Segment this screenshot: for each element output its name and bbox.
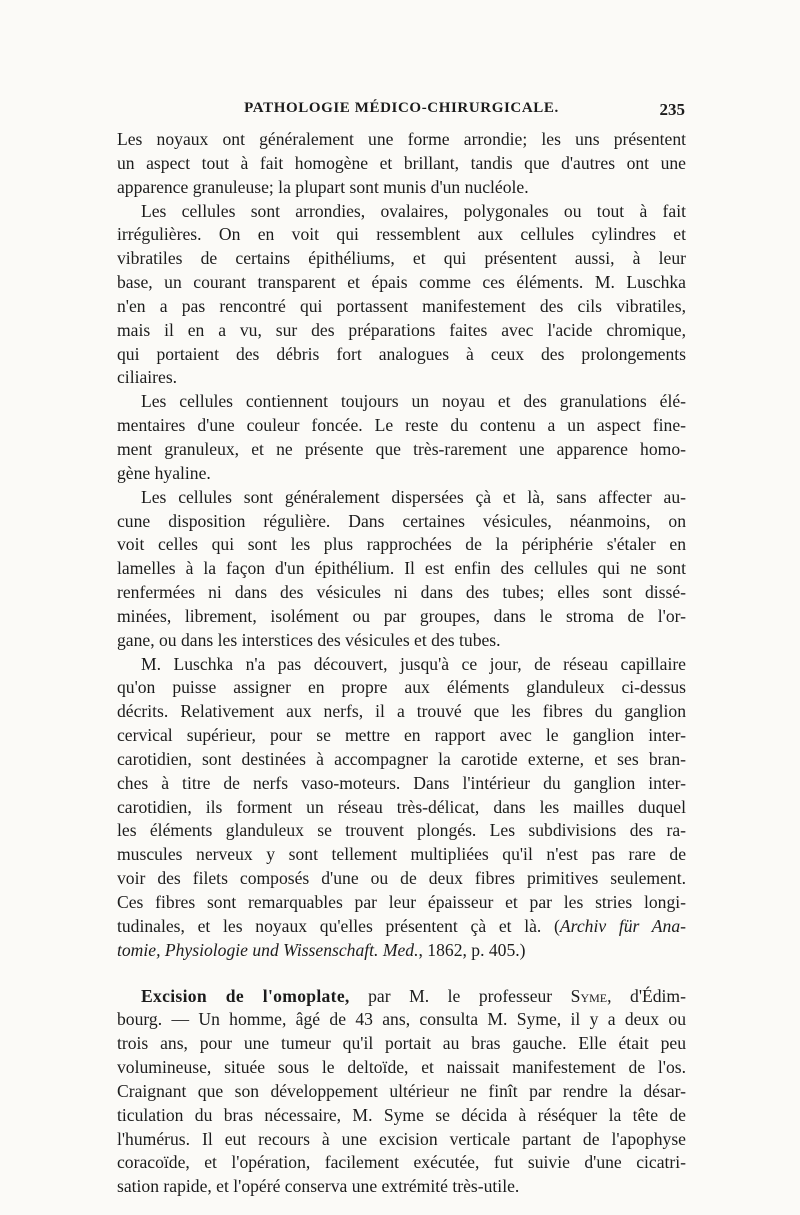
text-line: apparence granuleuse; la plupart sont munis d'un nucléole. bbox=[117, 176, 529, 197]
text-line: voit celles qui sont les plus rapprochées de la périphérie s'étaler en bbox=[117, 534, 686, 555]
citation-journal-cont: tomie, Physiologie und Wissenschaft. Med. bbox=[117, 939, 419, 960]
text-line: carotidien, sont destinées à accompagner la carotide externe, et ses bran- bbox=[117, 748, 686, 769]
text-line: cune disposition régulière. Dans certaines vésicules, néanmoins, on bbox=[117, 510, 686, 531]
citation-ref: , 1862, p. 405.) bbox=[418, 939, 526, 960]
text-line: lamelles à la façon d'un épithélium. Il est enfin des cellules qui ne sont bbox=[117, 558, 686, 579]
running-head-title: PATHOLOGIE MÉDICO-CHIRURGICALE. bbox=[244, 100, 559, 116]
text-line: mais il en a vu, sur des préparations faites avec l'acide chromique, bbox=[117, 319, 686, 340]
section-heading: Excision de l'omoplate, bbox=[141, 985, 350, 1006]
text-line: n'en a pas rencontré qui portassent manifestement des cils vibratiles, bbox=[117, 295, 686, 316]
text-line: base, un courant transparent et épais comme ces éléments. M. Luschka bbox=[117, 272, 686, 293]
text-line: ticulation du bras nécessaire, M. Syme se décida à réséquer la tête de bbox=[117, 1104, 686, 1125]
text-line: ches à titre de nerfs vaso-moteurs. Dans l'intérieur du ganglion inter- bbox=[117, 772, 686, 793]
text-line: l'humérus. Il eut recours à une excision verticale partant de l'apophyse bbox=[117, 1128, 686, 1149]
text-line: muscules nerveux y sont tellement multipliées qu'il n'est pas rare de bbox=[117, 844, 686, 865]
section-gap bbox=[117, 963, 686, 985]
text-line: Craignant que son développement ultérieur ne finît par rendre la désar- bbox=[117, 1080, 686, 1101]
text-line: minées, librement, isolément ou par groupes, dans le stroma de l'or- bbox=[117, 605, 686, 626]
author-name: Syme bbox=[570, 985, 608, 1006]
body-text bbox=[117, 128, 686, 1199]
text-line: volumineuse, située sous le deltoïde, et naissait manifestement de l'os. bbox=[117, 1057, 686, 1078]
text-line: trois ans, pour une tumeur qu'il portait au bras gauche. Elle était peu bbox=[117, 1033, 686, 1054]
text-line: Les cellules sont arrondies, ovalaires, polygonales ou tout à fait bbox=[141, 200, 686, 221]
text-line: qui portaient des débris fort analogues à ceux des prolongements bbox=[117, 343, 686, 364]
text-line: gène hyaline. bbox=[117, 462, 211, 483]
section-heading-line bbox=[117, 985, 686, 1009]
text-line: Les cellules sont généralement dispersées çà et là, sans affecter au- bbox=[141, 486, 686, 507]
text-line: sation rapide, et l'opéré conserva une extrémité très-utile. bbox=[117, 1176, 520, 1197]
text-line: Les cellules contiennent toujours un noyau et des granulations élé- bbox=[141, 391, 686, 412]
text-line: M. Luschka n'a pas découvert, jusqu'à ce jour, de réseau capillaire bbox=[141, 653, 686, 674]
text-line: cervical supérieur, pour se mettre en rapport avec le ganglion inter- bbox=[117, 725, 686, 746]
text-line: irrégulières. On en voit qui ressemblent aux cellules cylindres et bbox=[117, 224, 686, 245]
text-line: Ces fibres sont remarquables par leur épaisseur et par les stries longi- bbox=[117, 892, 686, 912]
text-line: ciliaires. bbox=[117, 367, 178, 388]
page-number: 235 bbox=[659, 100, 685, 119]
text-line: renfermées ni dans des vésicules ni dans des tubes; elles sont dissé- bbox=[117, 582, 686, 603]
text-line: mentaires d'une couleur foncée. Le reste du contenu a un aspect fine- bbox=[117, 415, 686, 436]
text-line: les éléments glanduleux se trouvent plongés. Les subdivisions des ra- bbox=[117, 820, 686, 841]
text-line: Les noyaux ont généralement une forme arrondie; les uns présentent bbox=[117, 129, 686, 149]
text-line: ment granuleux, et ne présente que très-rarement une apparence homo- bbox=[117, 438, 686, 459]
heading-rest: par M. le professeur bbox=[349, 985, 571, 1006]
text-line: qu'on puisse assigner en propre aux éléments glanduleux ci-dessus bbox=[117, 677, 686, 698]
citation-line bbox=[117, 915, 686, 939]
text-line: décrits. Relativement aux nerfs, il a trouvé que les fibres du ganglion bbox=[117, 701, 686, 722]
citation-journal: Archiv für Ana- bbox=[559, 915, 686, 936]
text-line: carotidien, ils forment un réseau très-délicat, dans les mailles duquel bbox=[117, 796, 686, 817]
text-line: un aspect tout à fait homogène et brillant, tandis que d'autres ont une bbox=[117, 152, 686, 173]
text-line: voir des filets composés d'une ou de deux fibres primitives seulement. bbox=[117, 868, 686, 889]
text-line: coracoïde, et l'opération, facilement exécutée, fut suivie d'une cicatri- bbox=[117, 1152, 686, 1173]
citation-lead: tudinales, et les noyaux qu'elles présentent çà et là. ( bbox=[117, 915, 560, 936]
text-line: bourg. — Un homme, âgé de 43 ans, consulta M. Syme, il y a deux ou bbox=[117, 1009, 686, 1030]
citation-line bbox=[117, 939, 686, 963]
running-head bbox=[118, 100, 685, 124]
text-line: gane, ou dans les interstices des vésicules et des tubes. bbox=[117, 629, 501, 650]
heading-end: , d'Édim- bbox=[607, 985, 686, 1006]
text-line: vibratiles de certains épithéliums, et qui présentent aussi, à leur bbox=[117, 248, 686, 269]
